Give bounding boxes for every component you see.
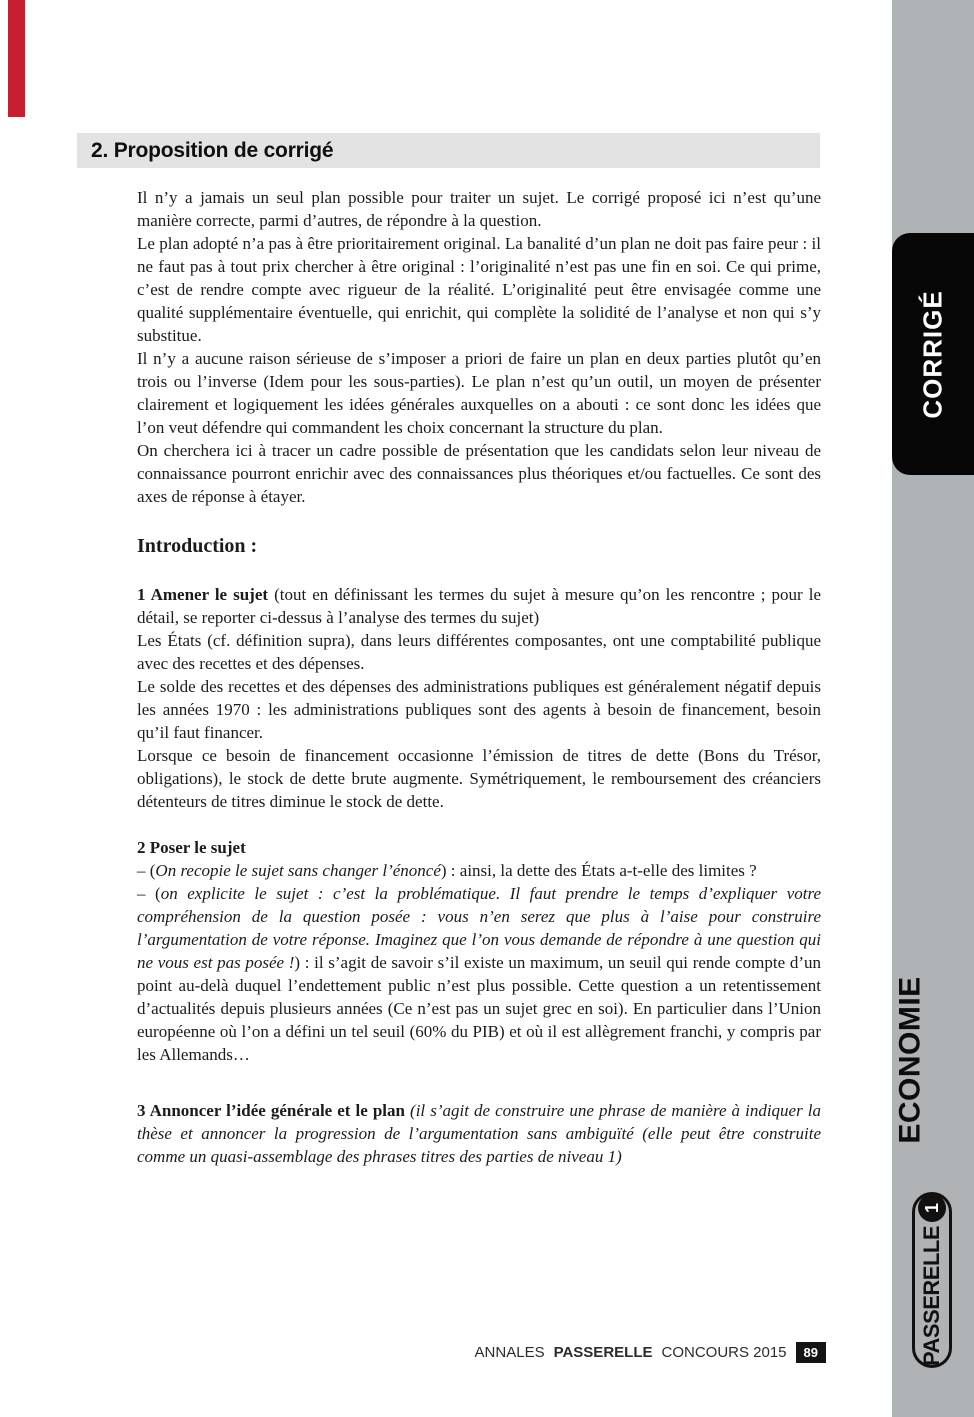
- footer-concours: CONCOURS 2015: [661, 1344, 787, 1361]
- subsection-heading: 2 Poser le sujet: [137, 838, 246, 857]
- footer-passerelle: PASSERELLE: [553, 1344, 653, 1361]
- economie-label: ECONOMIE: [894, 976, 928, 1144]
- passerelle-logo-row: [918, 1194, 946, 1366]
- body-text-column: [137, 186, 821, 1168]
- paragraph: Lorsque ce besoin de financement occasionne l’émission de titres de dette (Bons du Trésor, obligations), le stock de dette brute augmente. Symétriquement, le remboursement des créanciers détenteurs de titres diminue le stock de dette.: [137, 746, 821, 811]
- page-number-badge: 89: [796, 1342, 826, 1363]
- paragraph: 1 Amener le sujet (tout en définissant les termes du sujet à mesure qu’on les rencontre ; pour le détail, se reporter ci-dessus à l’analyse des termes du sujet): [137, 585, 821, 627]
- section-title: 2. Proposition de corrigé: [91, 138, 334, 162]
- paragraph: Les États (cf. définition supra), dans leurs différentes composantes, ont une comptabilité publique avec des recettes et des dépenses.: [137, 631, 821, 673]
- footer-annales: ANNALES: [474, 1344, 545, 1361]
- paragraph: – (on explicite le sujet : c’est la problématique. Il faut prendre le temps d’expliquer votre compréhension de la question posée : vous n’en serez que plus à l’aise pour construire l’argumentation de votre réponse. Imaginez que l’on vous demande de répondre à une question qui ne vous est pas posée !) : il s’agit de savoir s’il existe un maximum, un seuil qui rende compte d’un point au-delà duquel l’endettement public n’est plus possible. Cette question a un retentissement d’actualités depuis plusieurs années (Ce n’est pas un sujet grec en soi). En particulier dans l’Union européenne où l’on a défini un tel seuil (60% du PIB) et où il est allègrement franchi, y compris par les Allemands…: [137, 884, 821, 1064]
- paragraph: On cherchera ici à tracer un cadre possible de présentation que les candidats selon leur niveau de connaissance pourront enrichir avec des connaissances plus théoriques et/ou factuelles. Ce sont des axes de réponse à étayer.: [137, 441, 821, 506]
- section-header-band: [77, 133, 820, 168]
- paragraph: Il n’y a jamais un seul plan possible pour traiter un sujet. Le corrigé proposé ici n’est qu’une manière correcte, parmi d’autres, de répondre à la question.: [137, 188, 821, 230]
- corrige-tab: [892, 233, 974, 475]
- paragraph: 3 Annoncer l’idée générale et le plan (il s’agit de construire une phrase de manière à indiquer la thèse et annoncer la progression de l’argumentation sans ambiguïté (elle peut être construite comme un quasi-assemblage des phrases titres des parties de niveau 1): [137, 1101, 822, 1166]
- intro-heading: Introduction :: [137, 535, 258, 557]
- paragraph: Le solde des recettes et des dépenses des administrations publiques est généralement négatif depuis les années 1970 : les administrations publiques sont des agents à besoin de financement, besoin qu’il faut financer.: [137, 677, 821, 742]
- economie-label-wrap: [870, 970, 952, 1150]
- passerelle-logo: [912, 1192, 952, 1368]
- page-footer: [137, 1342, 826, 1363]
- passerelle-brand-label: PASSERELLE: [919, 1225, 944, 1367]
- corrige-tab-label: CORRIGÉ: [917, 289, 948, 419]
- paragraph: Le plan adopté n’a pas à être prioritairement original. La banalité d’un plan ne doit pas faire peur : il ne faut pas à tout prix chercher à être original : l’originalité n’est pas une fin en soi. Ce qui prime, c’est de rendre compte avec rigueur de la réalité. L’originalité peut être envisagée comme une qualité supplémentaire éventuelle, qui enrichit, qui complète la solidité de l’analyse et non qui s’y substitue.: [137, 234, 821, 345]
- paragraph: Il n’y a aucune raison sérieuse de s’imposer a priori de faire un plan en deux parties plutôt qu’en trois ou l’inverse (Idem pour les sous-parties). Le plan n’est qu’un outil, un moyen de présenter clairement et logiquement les idées générales auxquelles on a abouti : ce sont donc les idées que l’on veut défendre qui commandent les choix concernant la structure du plan.: [137, 349, 821, 437]
- paragraph: – (On recopie le sujet sans changer l’énoncé) : ainsi, la dette des États a-t-elle des limites ?: [137, 861, 757, 880]
- red-corner-mark: [8, 0, 25, 117]
- right-gray-band: [892, 0, 974, 1417]
- passerelle-number-badge: 1: [918, 1194, 946, 1222]
